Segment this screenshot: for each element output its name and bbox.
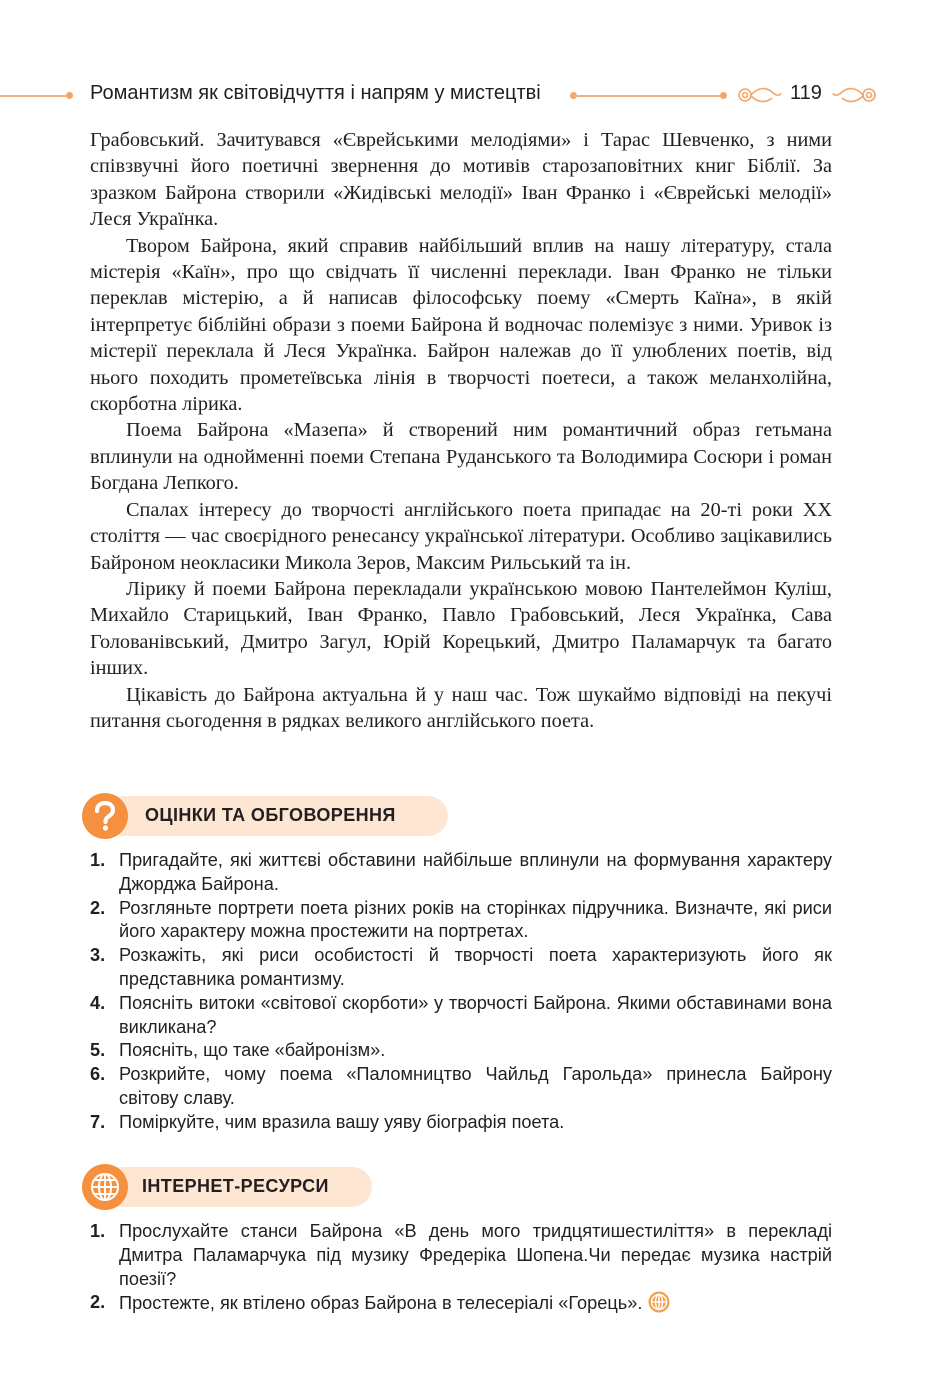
list-item bbox=[90, 992, 832, 1040]
section-title: ОЦІНКИ ТА ОБГОВОРЕННЯ bbox=[145, 805, 396, 825]
item-number: 1. bbox=[90, 1221, 106, 1241]
page-number: 119 bbox=[790, 82, 822, 104]
header-rule-left bbox=[0, 95, 70, 97]
paragraph: Лірику й поеми Байрона перекладали українською мовою Пантелеймон Куліш, Михайло Старицький, Іван Франко, Павло Грабовський, Леся Українка, Сава Голованівський, Дмитро Загул, Юрій Корецький, Дмитро Паламарчук та багато інших. bbox=[90, 577, 832, 680]
item-number: 5. bbox=[90, 1040, 106, 1061]
item-number: 3. bbox=[90, 945, 106, 966]
discussion-list bbox=[90, 849, 832, 1135]
item-text: Поміркуйте, чим вразила вашу уяву біографія поета. bbox=[119, 1111, 565, 1132]
globe-icon bbox=[82, 1164, 128, 1210]
internet-list bbox=[90, 1220, 832, 1320]
item-text: Прослухайте станси Байрона «В день мого тридцятишестиліття» в перекладі Дмитра Паламарчука під музику Фредеріка Шопена.Чи передає музика настрій поезії? bbox=[119, 1221, 832, 1289]
paragraph: Поема Байрона «Мазепа» й створений ним романтичний образ гетьмана вплинули на однойменні поеми Степана Руданського та Володимира Сосюри і роман Богдана Лепкого. bbox=[90, 419, 832, 495]
list-item bbox=[90, 897, 832, 945]
item-text: Розкажіть, які риси особистості й творчості поета характеризують його як представника романтизму. bbox=[119, 945, 832, 989]
paragraph: Спалах інтересу до творчості англійського поета припадає на 20-ті роки XX століття — час своєрідного ренесансу української літератури. Особливо зацікавились Байроном неокласики Микола Зеров, Максим Рильський та ін. bbox=[90, 498, 832, 574]
item-text: Пригадайте, які життєві обставини найбільше вплинули на формування характеру Джорджа Байрона. bbox=[119, 850, 832, 894]
item-text: Простежте, як втілено образ Байрона в телесеріалі «Горець». bbox=[119, 1293, 643, 1314]
list-item bbox=[90, 1063, 832, 1111]
running-header bbox=[0, 78, 952, 114]
header-dot-right bbox=[720, 92, 727, 99]
list-item bbox=[90, 1111, 832, 1135]
paragraph: Грабовський. Зачитувався «Єврейськими мелодіями» і Тарас Шевченко, з ними співзвучні його поетичні звернення до мотивів старозаповітних книг Біблії. За зразком Байрона створили «Жидівські мелодії» Іван Франко і «Єврейські мелодії» Леся Українка. bbox=[90, 129, 832, 231]
paragraph: Цікавість до Байрона актуальна й у наш час. Тож шукаймо відповіді на пекучі питання сьогодення в рядках великого англійського поета. bbox=[90, 683, 832, 732]
item-text: Розгляньте портрети поета різних років на сторінках підручника. Визначте, які риси його характеру можна простежити на портретах. bbox=[119, 897, 832, 942]
header-rule-right bbox=[574, 95, 724, 97]
list-item bbox=[90, 1291, 832, 1320]
question-icon bbox=[82, 793, 128, 839]
header-title: Романтизм як світовідчуття і напрям у мистецтві bbox=[90, 82, 541, 104]
globe-link-icon[interactable] bbox=[648, 1291, 670, 1320]
item-text: Поясніть витоки «світової скорботи» у творчості Байрона. Якими обставинами вона викликана? bbox=[119, 992, 832, 1037]
item-text: Розкрийте, чому поема «Паломництво Чайльд Гарольда» принесла Байрону світову славу. bbox=[119, 1064, 832, 1108]
list-item bbox=[90, 1220, 832, 1291]
paragraph: Твором Байрона, який справив найбільший вплив на нашу літературу, стала містерія «Каїн», про що свідчать її численні переклади. Іван Франко не тільки переклав містерію, а й написав філософську поему «Смерть Каїна», в якій інтерпретує біблійні образи з поеми Байрона й водночас полемізує з ними. Уривок із містерії переклала й Леся Українка. Байрон належав до її улюблених поетів, від нього походить прометеївська лінія в творчості поетеси, а також меланхолійна, скорботна лірика. bbox=[90, 234, 832, 416]
item-number: 2. bbox=[90, 897, 106, 918]
item-number: 2. bbox=[90, 1292, 106, 1313]
item-text: Поясніть, що таке «байронізм». bbox=[119, 1040, 386, 1061]
ornament-right-icon bbox=[832, 84, 878, 106]
item-number: 4. bbox=[90, 992, 106, 1013]
list-item bbox=[90, 849, 832, 897]
item-number: 1. bbox=[90, 850, 106, 870]
body-text bbox=[90, 127, 832, 734]
item-number: 7. bbox=[90, 1111, 106, 1132]
section-title: ІНТЕРНЕТ-РЕСУРСИ bbox=[142, 1176, 329, 1196]
list-item bbox=[90, 944, 832, 992]
header-dot-left bbox=[66, 92, 73, 99]
item-number: 6. bbox=[90, 1064, 106, 1085]
list-item bbox=[90, 1039, 832, 1063]
ornament-left-icon bbox=[736, 84, 782, 106]
